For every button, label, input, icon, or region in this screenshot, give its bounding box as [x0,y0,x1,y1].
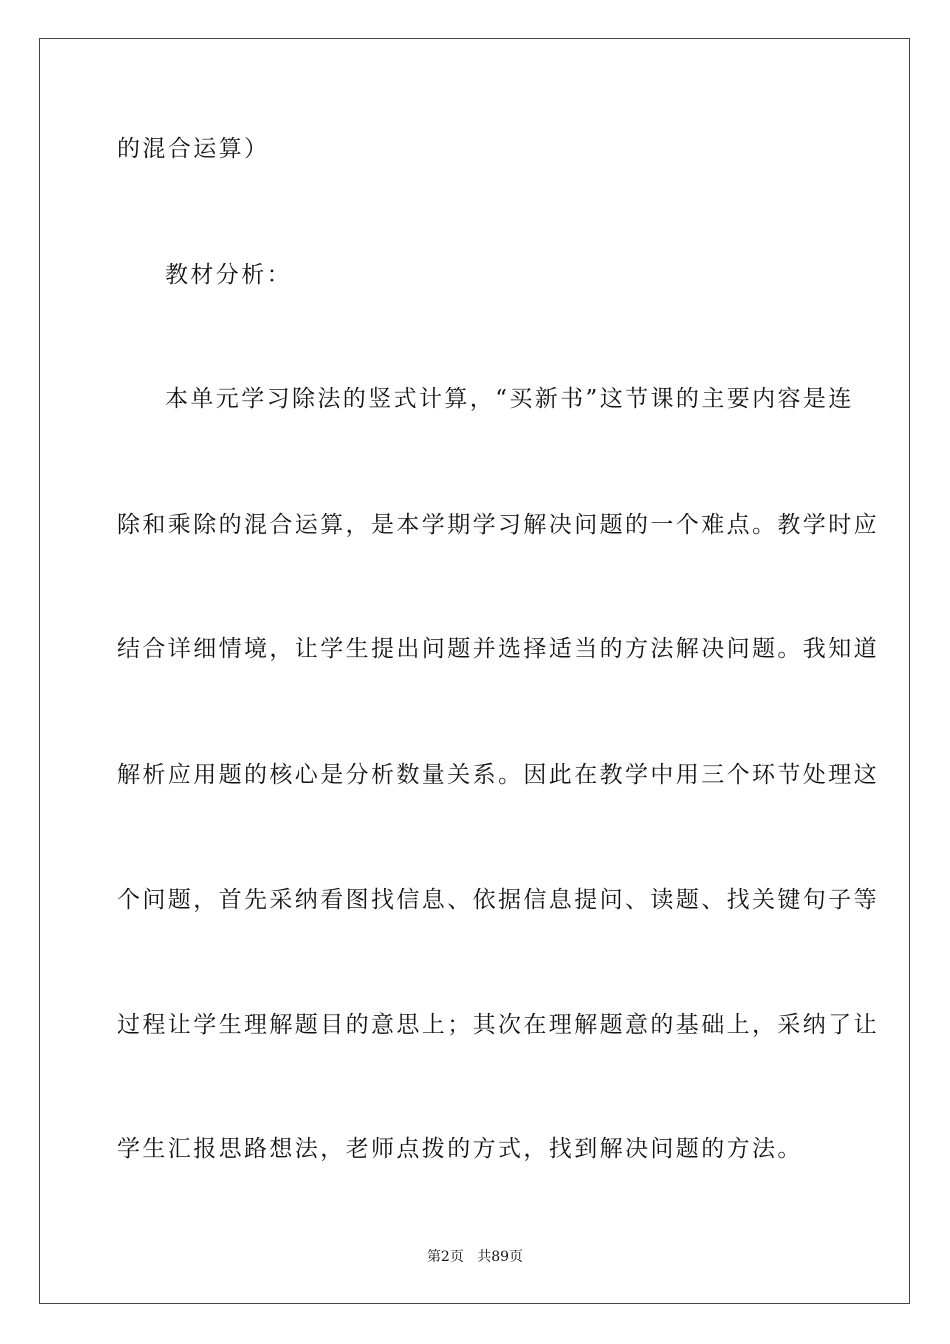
paragraph-line-7: 学生汇报思路想法，老师点拨的方式，找到解决问题的方法。 [117,1136,803,1162]
section-heading: 教材分析： [165,262,292,288]
total-pages: 共89页 [477,1249,524,1265]
paragraph-line-1: 本单元学习除法的竖式计算，“买新书”这节课的主要内容是连 [165,386,854,412]
page-number: 第2页 [426,1249,464,1265]
page-border [39,38,910,1304]
paragraph-line-4: 解析应用题的核心是分析数量关系。因此在教学中用三个环节处理这 [117,762,879,788]
page-footer [0,1248,950,1266]
paragraph-line-2: 除和乘除的混合运算，是本学期学习解决问题的一个难点。教学时应 [117,512,879,538]
paragraph-line-6: 过程让学生理解题目的意思上；其次在理解题意的基础上，采纳了让 [117,1012,879,1038]
paragraph-line-3: 结合详细情境，让学生提出问题并选择适当的方法解决问题。我知道 [117,636,879,662]
paragraph-line-5: 个问题，首先采纳看图找信息、依据信息提问、读题、找关键句子等 [117,887,879,913]
text-line-1: 的混合运算） [117,136,270,162]
